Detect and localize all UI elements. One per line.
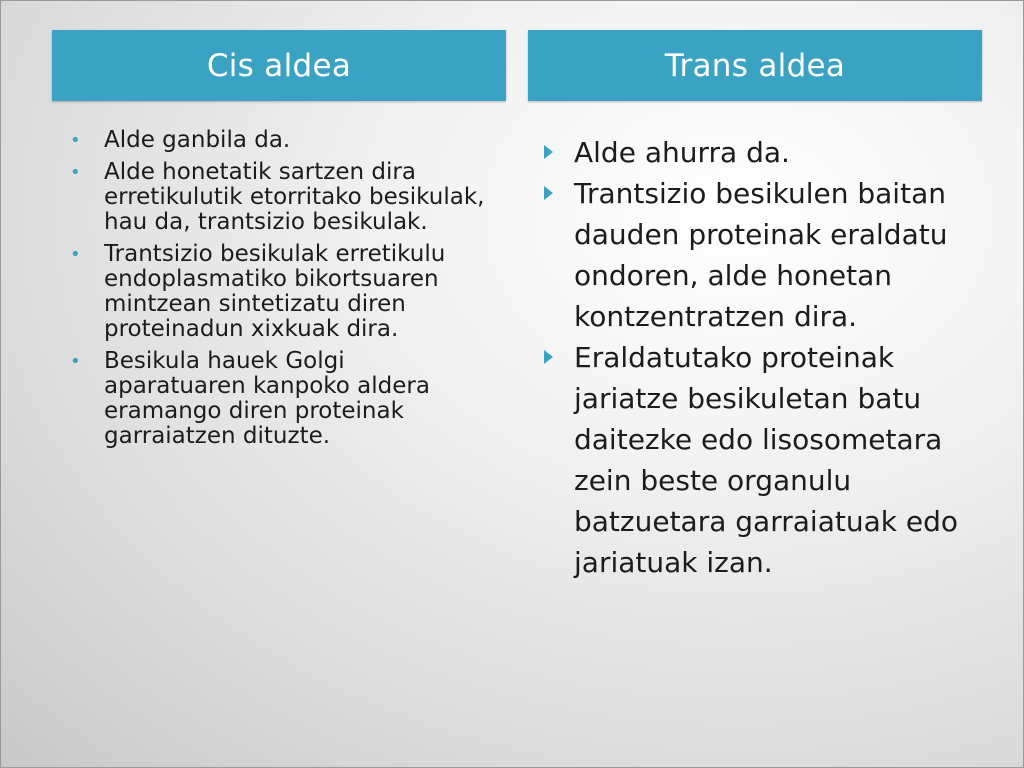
triangle-arrow-bullet-icon [544, 350, 553, 364]
cis-item-text: Besikula hauek Golgi aparatuaren kanpoko aldera eramango diren proteinak garraiatzen dituzte. [104, 348, 430, 449]
header-cis-label: Cis aldea [206, 47, 352, 84]
cis-list-item [70, 128, 490, 153]
dot-bullet-icon: • [70, 162, 81, 183]
triangle-arrow-bullet-icon [544, 145, 553, 159]
triangle-arrow-bullet-icon [544, 186, 553, 200]
cis-item-text: Alde honetatik sartzen dira erretikulutik etorritako besikulak, hau da, trantsizio besikulak. [104, 159, 485, 235]
header-cis-aldea [52, 30, 506, 101]
dot-bullet-icon: • [70, 130, 81, 151]
trans-item-text: Trantsizio besikulen baitan dauden proteinak eraldatu ondoren, alde honetan kontzentratzen dira. [574, 177, 948, 333]
cis-list-item [70, 242, 490, 342]
trans-item-text: Alde ahurra da. [574, 136, 790, 169]
dot-bullet-icon: • [70, 244, 81, 265]
header-trans-aldea [528, 30, 982, 101]
dot-bullet-icon: • [70, 351, 81, 372]
cis-item-text: Alde ganbila da. [104, 127, 291, 153]
trans-list-item [542, 173, 962, 337]
cis-bullet-list [70, 128, 490, 456]
cis-list-item [70, 160, 490, 235]
trans-item-text: Eraldatutako proteinak jariatze besikuletan batu daitezke edo lisosometara zein beste organulu batzuetara garraiatuak edo jariatuak izan. [574, 341, 958, 579]
cis-item-text: Trantsizio besikulak erretikulu endoplasmatiko bikortsuaren mintzean sintetizatu diren proteinadun xixkuak dira. [104, 241, 446, 342]
trans-bullet-list [542, 132, 962, 583]
cis-list-item [70, 349, 490, 449]
header-trans-label: Trans aldea [664, 47, 846, 84]
trans-list-item [542, 132, 962, 173]
trans-list-item [542, 337, 962, 583]
